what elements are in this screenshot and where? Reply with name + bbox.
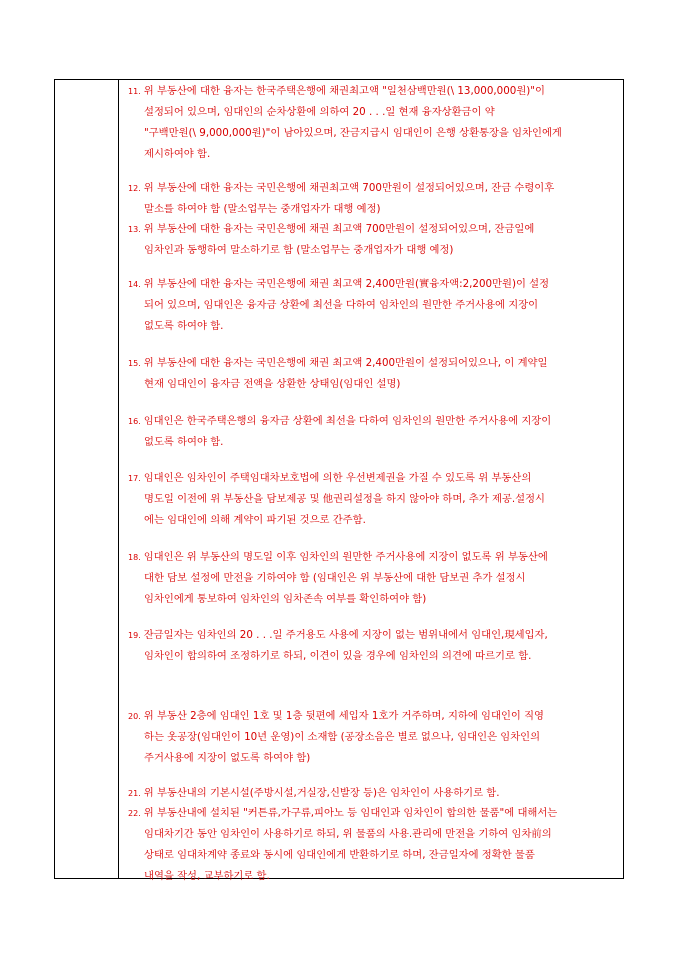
clause-line: 15. 위 부동산에 대한 융자는 국민은행에 채권 최고액 2,400만원이 설정되어있으나, 이 계약일 [128,357,548,369]
clause-line: 제시하여야 함. [144,148,211,160]
clause-line: 13. 위 부동산에 대한 융자는 국민은행에 채권 최고액 700만원이 설정되어있으며, 잔금일에 [128,223,535,235]
clause-line: 19. 잔금일자는 임차인의 20 . . .일 주거용도 사용에 지장이 없는 범위내에서 임대인,現세입자, [128,629,548,641]
clause-14 [128,274,620,337]
clause-number: 13. [128,225,141,234]
clause-17 [128,468,620,531]
clause-number: 14. [128,280,141,289]
clause-line: 없도록 하여야 함. [144,320,224,332]
clause-number: 22. [128,809,141,818]
clause-line: 현재 임대인이 융자금 전액을 상환한 상태임(임대인 설명) [144,378,401,390]
column-divider [118,79,119,879]
clause-line: 16. 임대인은 한국주택은행의 융자금 상환에 최선을 다하여 임차인의 원만한 주거사용에 지장이 [128,415,552,427]
clause-line: 말소를 하여야 함 (말소업무는 중개업자가 대행 예정) [144,203,381,215]
clause-number: 18. [128,553,141,562]
clause-line: 없도록 하여야 함. [144,436,224,448]
clause-20 [128,706,620,769]
clause-line: 하는 옷공장(임대인이 10년 운영)이 소재함 (공장소음은 별로 없으나, 임대인은 임차인의 [144,731,541,743]
clause-line: 대한 담보 설정에 만전을 기하여야 함 (임대인은 위 부동산에 대한 담보권 추가 설정시 [144,572,526,584]
clause-number: 12. [128,184,141,193]
clause-line: 에는 임대인에 의해 계약이 파기된 것으로 간주함. [144,514,366,526]
clause-line: 11. 위 부동산에 대한 융자는 한국주택은행에 채권최고액 "일천삼백만원(\ 13,000,000원)"이 [128,85,545,97]
clause-number: 20. [128,712,141,721]
clause-line: 내역을 작성, 교부하기로 함. [144,870,270,882]
clause-number: 16. [128,417,141,426]
clause-line: 20. 위 부동산 2층에 임대인 1호 및 1층 뒷편에 세입자 1호가 거주하며, 지하에 임대인이 직영 [128,710,545,722]
clause-line: 명도일 이전에 위 부동산을 담보제공 및 他권리설정을 하지 않아야 하며, 추가 제공.설정시 [144,493,545,505]
clause-line: 상태로 임대차계약 종료와 동시에 임대인에게 반환하기로 하며, 잔금일자에 정확한 물품 [144,849,535,861]
clause-number: 21. [128,789,141,798]
clause-line: 14. 위 부동산에 대한 융자는 국민은행에 채권 최고액 2,400만원(實융자액:2,200만원)이 설정 [128,278,550,290]
clause-number: 19. [128,631,141,640]
clause-line: 되어 있으며, 임대인은 융자금 상환에 최선을 다하여 임차인의 원만한 주거사용에 지장이 [144,299,539,311]
clause-line: 주거사용에 지장이 없도록 하여야 함) [144,752,311,764]
clause-19 [128,625,620,667]
clause-line: 설정되어 있으며, 임대인의 순차상환에 의하여 20 . . .일 현재 융자상환금이 약 [144,106,495,118]
clause-line: "구백만원(\ 9,000,000원)"이 남아있으며, 잔금지급시 임대인이 은행 상환통장을 임차인에게 [144,127,562,139]
clause-line: 임차인에게 통보하여 임차인의 임차존속 여부를 확인하여야 함) [144,593,427,605]
clause-line: 임차인과 동행하여 말소하기로 함 (말소업무는 중개업자가 대행 예정) [144,244,454,256]
clause-number: 15. [128,359,141,368]
clause-line: 12. 위 부동산에 대한 융자는 국민은행에 채권최고액 700만원이 설정되어있으며, 잔금 수령이후 [128,182,555,194]
clause-line: 17. 임대인은 임차인이 주택임대차보호법에 의한 우선변제권을 가질 수 있도록 위 부동산의 [128,472,532,484]
clause-line: 임대차기간 동안 임차인이 사용하기로 하되, 위 물품의 사용.관리에 만전을 기하여 임차前의 [144,828,552,840]
clause-11 [128,81,620,165]
clause-21 [128,783,620,804]
clause-line: 18. 임대인은 위 부동산의 명도일 이후 임차인의 원만한 주거사용에 지장이 없도록 위 부동산에 [128,551,548,563]
clause-13 [128,219,620,261]
clause-18 [128,547,620,610]
clause-number: 11. [128,87,141,96]
clause-15 [128,353,620,395]
clause-16 [128,411,620,453]
clause-12 [128,178,620,220]
clause-22 [128,803,620,887]
clause-line: 21. 위 부동산내의 기본시설(주방시설,거실장,신발장 등)은 임차인이 사용하기로 함. [128,787,500,799]
clause-line: 임차인이 합의하여 조정하기로 하되, 이견이 있을 경우에 임차인의 의견에 따르기로 함. [144,650,532,662]
clause-line: 22. 위 부동산내에 설치된 "커튼류,가구류,피아노 등 임대인과 임차인이 합의한 물품"에 대해서는 [128,807,558,819]
clause-number: 17. [128,474,141,483]
